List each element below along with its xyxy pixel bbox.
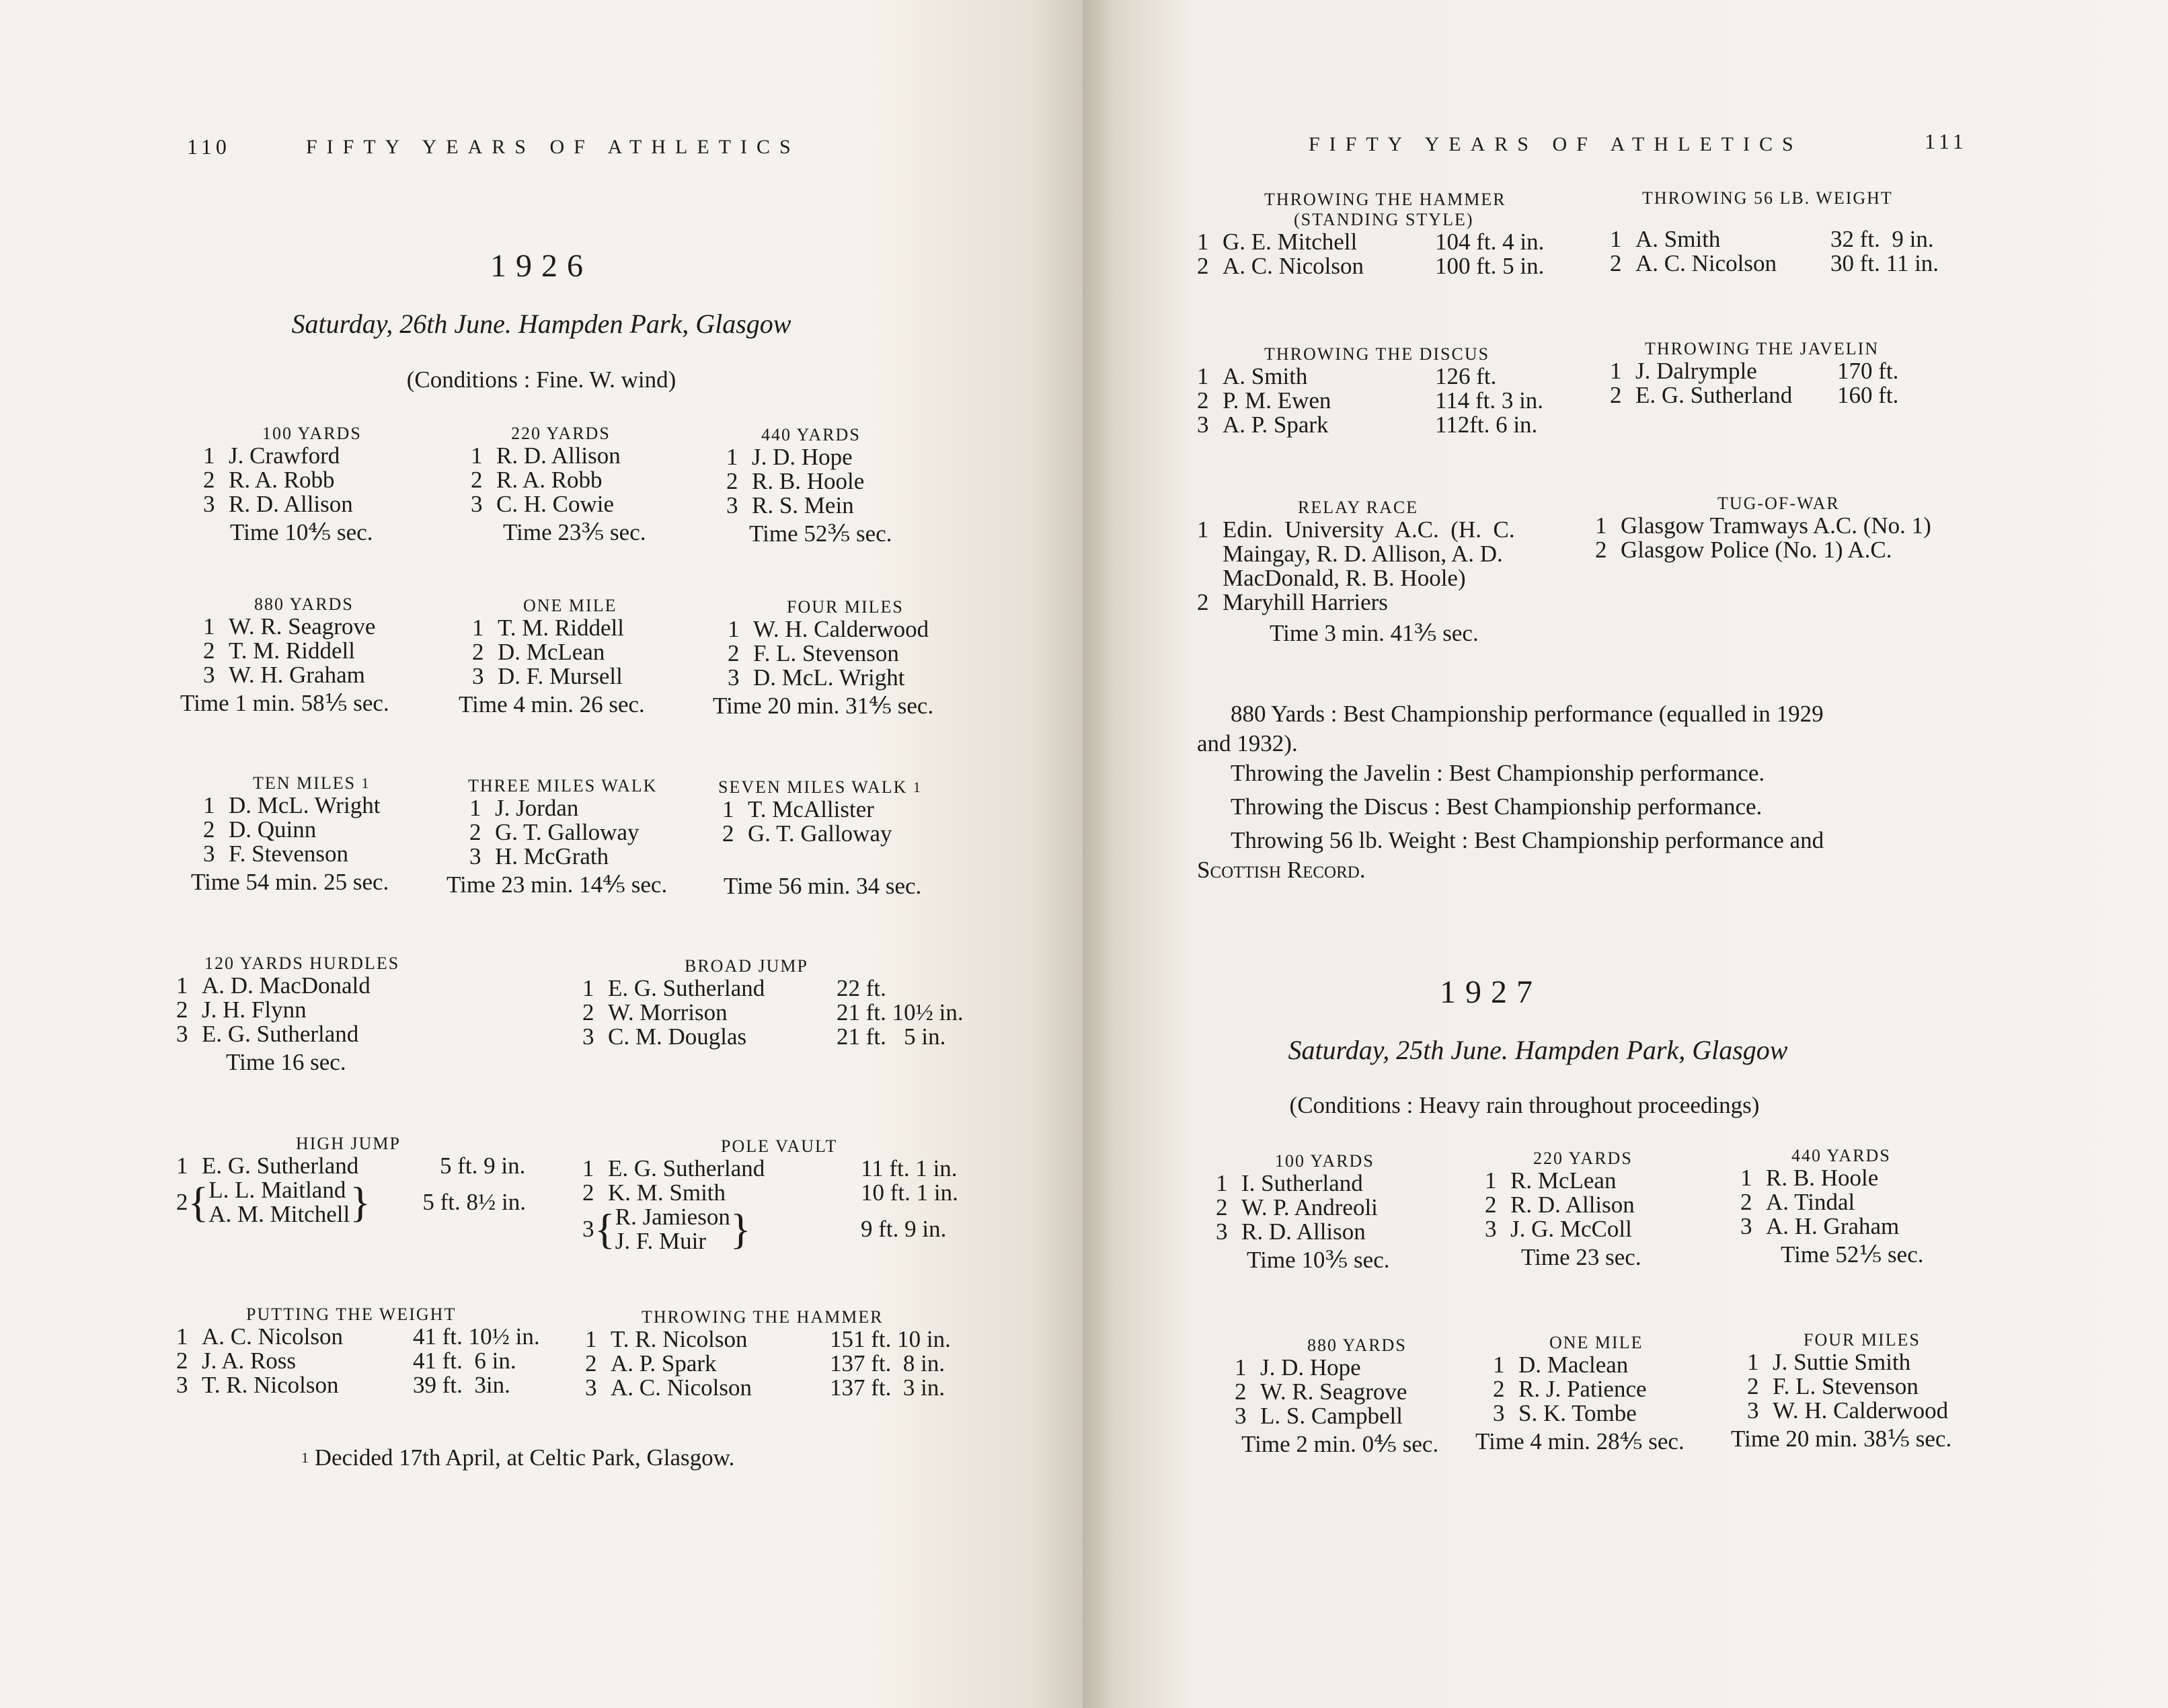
result-row: 3 A. C. Nicolson 137 ft. 3 in. <box>585 1374 945 1401</box>
event-title: THROWING THE JAVELIN <box>1645 339 1880 358</box>
result-row: 2 G. T. Galloway <box>722 820 892 847</box>
event-100-yards <box>1216 1151 1438 1272</box>
result-row: 1 E. G. Sutherland 11 ft. 1 in. <box>582 1155 958 1181</box>
event-time: Time 3 min. 41⅗ sec. <box>1270 620 1479 646</box>
note-line: 880 Yards : Best Championship performance (equalled in 1929 <box>1231 701 1824 727</box>
result-row: 2 Maryhill Harriers <box>1197 589 1388 615</box>
result-row: 1 Glasgow Tramways A.C. (No. 1) <box>1595 512 1931 539</box>
event-one-mile <box>459 596 694 717</box>
result-row: 3 D. F. Mursell <box>472 663 623 689</box>
event-time: Time 2 min. 0⅘ sec. <box>1241 1431 1439 1457</box>
result-row: 1 J. D. Hope <box>1235 1354 1361 1381</box>
event-title: FOUR MILES <box>787 597 904 617</box>
relay-team-line: MacDonald, R. B. Hoole) <box>1223 565 1466 591</box>
result-row: 3 L. S. Campbell <box>1235 1403 1403 1429</box>
result-row: 2 J. H. Flynn <box>176 997 307 1023</box>
result-row: 3 R. D. Allison <box>203 491 353 517</box>
event-440-yards <box>726 425 948 546</box>
result-row: 2 R. J. Patience <box>1493 1376 1647 1402</box>
result-row: 2 T. M. Riddell <box>203 637 355 664</box>
note-line: Throwing the Javelin : Best Championship performance. <box>1231 760 1765 786</box>
result-row: 2 Glasgow Police (No. 1) A.C. <box>1595 537 1892 563</box>
result-row: 1 R. McLean <box>1485 1167 1617 1194</box>
result-row: 2 R. A. Robb <box>203 467 335 493</box>
result-row: 3 A. P. Spark 112ft. 6 in. <box>1197 412 1538 438</box>
event-time: Time 16 sec. <box>226 1049 346 1075</box>
result-row: 1 T. M. Riddell <box>472 615 624 641</box>
result-row: 1 A. C. Nicolson 41 ft. 10½ in. <box>176 1323 540 1350</box>
event-throwing-the-discus <box>1197 344 1600 437</box>
year-heading: 1926 <box>490 248 592 284</box>
note-line: Throwing the Discus : Best Championship performance. <box>1231 793 1763 820</box>
note-line: Scottish Record. <box>1197 857 1366 883</box>
result-row: 1 W. H. Calderwood <box>728 616 929 642</box>
result-row: 2 R. A. Robb <box>471 467 603 493</box>
tie-bracket: { R. Jamieson J. F. Muir } <box>594 1204 751 1254</box>
result-row: 2 E. G. Sutherland 160 ft. <box>1610 382 1899 408</box>
result-row: 3 S. K. Tombe <box>1493 1400 1637 1426</box>
result-row: 1 D. McL. Wright <box>203 792 381 818</box>
event-throwing-the-javelin <box>1610 339 1986 407</box>
event-throwing-the-hammer <box>585 1307 962 1400</box>
result-row: 2 R. B. Hoole <box>726 468 865 494</box>
running-head: FIFTY YEARS OF ATHLETICS <box>1309 133 1803 155</box>
result-row: 3 E. G. Sutherland <box>176 1021 359 1047</box>
result-row: 1 A. Smith 126 ft. <box>1197 363 1497 389</box>
note-line: Throwing 56 lb. Weight : Best Championship performance and <box>1231 827 1824 853</box>
event-time: Time 20 min. 31⅘ sec. <box>713 693 934 719</box>
event-time: Time 10⅗ sec. <box>1247 1247 1390 1273</box>
event-title: THREE MILES WALK <box>468 776 658 795</box>
event-broad-jump <box>582 956 964 1050</box>
relay-team-line: Maingay, R. D. Allison, A. D. <box>1223 541 1503 567</box>
event-100-yards <box>203 424 425 545</box>
result-row: 2 W. R. Seagrove <box>1235 1379 1407 1405</box>
event-220-yards <box>471 424 693 545</box>
event-title: FOUR MILES <box>1804 1330 1921 1350</box>
result-row: 1 J. D. Hope <box>726 444 853 470</box>
event-title: TEN MILES $^1$ <box>253 773 371 793</box>
footnote <box>301 1446 906 1470</box>
event-time: Time 52⅕ sec. <box>1781 1241 1924 1268</box>
event-time: Time 4 min. 26 sec. <box>459 691 645 717</box>
result-row: 2 A. P. Spark 137 ft. 8 in. <box>585 1350 945 1376</box>
page-number: 110 <box>187 134 231 159</box>
event-putting-the-weight <box>176 1305 566 1397</box>
note-line: and 1932). <box>1197 730 1298 756</box>
result-row: 2 A. Tindal <box>1740 1189 1855 1215</box>
event-440-yards <box>1740 1146 1962 1267</box>
event-seven-miles-walk <box>718 777 974 898</box>
event-title: ONE MILE <box>523 596 617 615</box>
event-time: Time 20 min. 38⅕ sec. <box>1731 1426 1952 1452</box>
result-row: 1 R. D. Allison <box>471 442 621 469</box>
result-row: 2 R. D. Allison <box>1485 1192 1635 1218</box>
event-title: 120 YARDS HURDLES <box>204 954 400 973</box>
result-row: 1 D. Maclean <box>1493 1352 1629 1378</box>
result-row: 1 J. Dalrymple 170 ft. <box>1610 358 1899 384</box>
result-row: 3 A. H. Graham <box>1740 1213 1900 1239</box>
result-row: 1 E. G. Sutherland 5 ft. 9 in. <box>176 1153 526 1179</box>
result-row: 2 F. L. Stevenson <box>1747 1373 1919 1399</box>
result-row: 2 W. P. Andreoli <box>1216 1194 1378 1220</box>
event-tug-of-war <box>1595 494 1972 562</box>
event-time: Time 56 min. 34 sec. <box>724 873 922 899</box>
footnote-mark: 1 <box>301 1449 309 1466</box>
event-title: 880 YARDS <box>254 594 354 614</box>
event-four-miles <box>1731 1330 1986 1451</box>
conditions-line: (Conditions : Heavy rain throughout proceedings) <box>1289 1092 1760 1118</box>
event-880-yards <box>180 594 436 715</box>
running-head: FIFTY YEARS OF ATHLETICS <box>306 136 800 158</box>
event-220-yards <box>1485 1149 1707 1270</box>
event-throwing-56-lb-weight <box>1610 188 1986 276</box>
event-time: Time 54 min. 25 sec. <box>191 869 389 895</box>
result-row: 3 C. H. Cowie <box>471 491 614 517</box>
event-one-mile <box>1475 1333 1731 1454</box>
event-title: POLE VAULT <box>721 1136 838 1156</box>
footnote-text: Decided 17th April, at Celtic Park, Glasgow. <box>314 1444 735 1471</box>
result-row: 3 W. H. Graham <box>203 662 365 688</box>
result-row: 1 I. Sutherland <box>1216 1170 1363 1196</box>
event-title: 100 YARDS <box>1275 1151 1375 1171</box>
result-row: 1 G. E. Mitchell 104 ft. 4 in. <box>1197 229 1545 255</box>
event-hammer-standing-style <box>1197 190 1600 278</box>
left-page <box>0 0 1083 1708</box>
event-pole-vault <box>582 1136 959 1253</box>
result-row: 2 D. McLean <box>472 639 605 665</box>
event-title: THROWING 56 LB. WEIGHT <box>1642 188 1893 208</box>
event-time: Time 23 sec. <box>1521 1244 1641 1270</box>
result-row: 2 J. A. Ross 41 ft. 6 in. <box>176 1348 516 1374</box>
result-row: 1 R. B. Hoole <box>1740 1165 1879 1191</box>
result-row: 3 D. McL. Wright <box>728 664 905 691</box>
meeting-line: Saturday, 25th June. Hampden Park, Glasgow <box>1288 1035 1788 1065</box>
event-title: THROWING THE HAMMER <box>1264 190 1506 209</box>
right-page <box>1083 0 2168 1708</box>
event-four-miles <box>713 597 968 718</box>
result-row: 3 F. Stevenson <box>203 841 349 867</box>
event-880-yards <box>1235 1335 1490 1457</box>
result-row: 2 A. C. Nicolson 100 ft. 5 in. <box>1197 253 1545 279</box>
event-time: Time 4 min. 28⅘ sec. <box>1475 1428 1685 1454</box>
event-title: BROAD JUMP <box>685 956 808 976</box>
result-row: 3 H. McGrath <box>469 843 609 869</box>
event-title: THROWING THE DISCUS <box>1264 344 1490 364</box>
event-time: Time 23 min. 14⅘ sec. <box>447 871 668 898</box>
records-notes <box>1197 699 2091 885</box>
event-title: 220 YARDS <box>1533 1149 1633 1168</box>
result-row: 3 R. S. Mein <box>726 492 854 518</box>
event-time: Time 1 min. 58⅕ sec. <box>180 690 389 716</box>
result-row: 2 D. Quinn <box>203 816 317 843</box>
event-title: SEVEN MILES WALK $^1$ <box>718 777 922 797</box>
event-subtitle: (STANDING STYLE) <box>1294 210 1474 229</box>
event-title: RELAY RACE <box>1298 498 1419 517</box>
event-title: PUTTING THE WEIGHT <box>246 1305 457 1324</box>
result-row: 1 E. G. Sutherland 22 ft. <box>582 975 886 1001</box>
footnote-mark: 1 <box>913 779 922 795</box>
footnote-mark: 1 <box>361 775 371 791</box>
result-row: 1 W. R. Seagrove <box>203 613 376 639</box>
event-title: ONE MILE <box>1549 1333 1643 1352</box>
result-row: 2 W. Morrison 21 ft. 10½ in. <box>582 999 964 1025</box>
tie-bracket: { L. L. Maitland A. M. Mitchell } <box>188 1177 371 1227</box>
event-time: Time 52⅗ sec. <box>749 520 892 547</box>
event-ten-miles <box>191 773 447 894</box>
event-time: Time 10⅘ sec. <box>230 519 373 545</box>
result-row: 1 J. Suttie Smith <box>1747 1349 1911 1375</box>
event-title: TUG-OF-WAR <box>1717 494 1840 513</box>
event-title: 440 YARDS <box>1791 1146 1891 1165</box>
year-heading: 1927 <box>1440 974 1542 1010</box>
page-number: 111 <box>1925 129 1968 153</box>
event-title: 220 YARDS <box>511 424 611 443</box>
event-three-miles-walk <box>447 776 702 897</box>
result-row: 1 Edin. University A.C. (H. C. <box>1197 516 1515 543</box>
result-row: 2 F. L. Stevenson <box>728 640 899 666</box>
result-row: 3 W. H. Calderwood <box>1747 1397 1949 1424</box>
result-row: 1 T. R. Nicolson 151 ft. 10 in. <box>585 1326 951 1352</box>
event-title: 440 YARDS <box>761 425 861 444</box>
conditions-line: (Conditions : Fine. W. wind) <box>406 366 676 393</box>
result-row: 3 C. M. Douglas 21 ft. 5 in. <box>582 1023 946 1050</box>
result-row: 3 T. R. Nicolson 39 ft. 3in. <box>176 1372 510 1398</box>
event-title: THROWING THE HAMMER <box>642 1307 884 1327</box>
result-row: 2 P. M. Ewen 114 ft. 3 in. <box>1197 387 1544 414</box>
result-row-tie: 2 { L. L. Maitland A. M. Mitchell } 5 ft. 8½ in. <box>176 1177 526 1227</box>
result-row: 1 J. Crawford <box>203 442 340 469</box>
result-row: 2 K. M. Smith 10 ft. 1 in. <box>582 1179 958 1206</box>
meeting-line: Saturday, 26th June. Hampden Park, Glasgow <box>291 309 791 339</box>
result-row-tie: 3 { R. Jamieson J. F. Muir } 9 ft. 9 in. <box>582 1204 947 1254</box>
event-time: Time 23⅗ sec. <box>503 519 646 545</box>
event-title: 880 YARDS <box>1307 1335 1407 1355</box>
event-title: 100 YARDS <box>262 424 362 443</box>
result-row: 1 A. D. MacDonald <box>176 972 371 999</box>
event-high-jump <box>176 1134 526 1227</box>
result-row: 1 T. McAllister <box>722 796 874 822</box>
event-120-yards-hurdles <box>176 954 445 1075</box>
event-title: HIGH JUMP <box>296 1134 401 1153</box>
result-row: 2 A. C. Nicolson 30 ft. 11 in. <box>1610 250 1939 276</box>
result-row: 1 J. Jordan <box>469 795 579 821</box>
result-row: 3 J. G. McColl <box>1485 1216 1632 1242</box>
event-relay-race <box>1197 498 1600 646</box>
result-row: 3 R. D. Allison <box>1216 1218 1366 1245</box>
result-row: 2 G. T. Galloway <box>469 819 640 845</box>
result-row: 1 A. Smith 32 ft. 9 in. <box>1610 226 1934 252</box>
